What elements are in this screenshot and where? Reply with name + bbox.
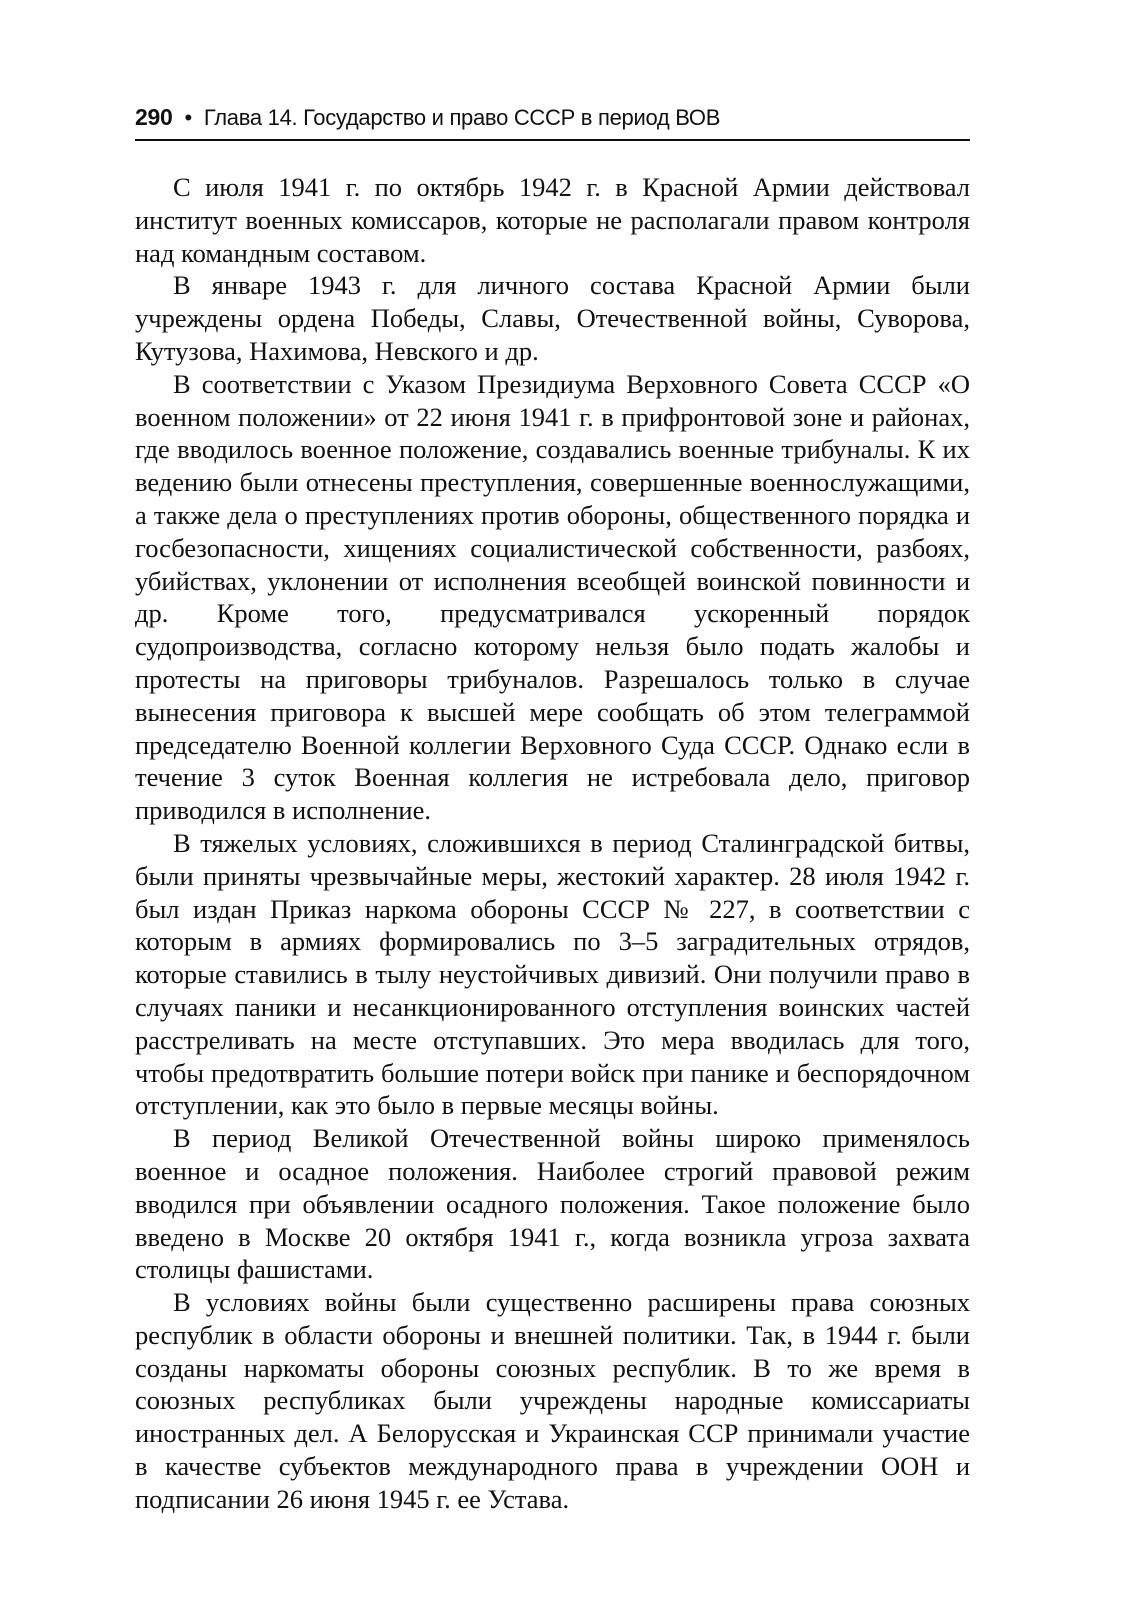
paragraph-4: В тяжелых условиях, сложившихся в период Сталинградской битвы, были приняты чрезвычайные меры, жестокий характер. 28 июля 1942 г. был издан Приказ наркома обороны СССР № 227, в соответствии с которым в армиях формировались по 3–5 заградительных отрядов, которые ставились в тылу неустойчивых дивизий. Они получили право в случаях паники и несанкционированного отступления воинских частей расстреливать на месте отступавших. Это мера вводилась для того, чтобы предотвратить большие потери войск при панике и беспорядочном отступлении, как это было в первые месяцы войны.: [135, 827, 970, 1121]
header-separator: •: [184, 105, 192, 130]
running-header: [135, 100, 970, 141]
chapter-title: Глава 14. Государство и право СССР в период ВОВ: [203, 105, 721, 130]
book-page: [135, 100, 970, 1516]
paragraph-3: В соответствии с Указом Президиума Верховного Совета СССР «О военном положении» от 22 июня 1941 г. в прифронтовой зоне и районах, где вводилось военное положение, создавались военные трибуналы. К их ведению были отнесены преступления, совершенные военнослужащими, а также дела о преступлениях против обороны, общественного порядка и госбезопасности, хищениях социалистической собственности, разбоях, убийствах, уклонении от исполнения всеобщей воинской повинности и др. Кроме того, предусматривался ускоренный порядок судопроизводства, согласно которому нельзя было подать жалобы и протесты на приговоры трибуналов. Разрешалось только в случае вынесения приговора к высшей мере сообщать об этом телеграммой председателю Военной коллегии Верховного Суда СССР. Однако если в течение 3 суток Военная коллегия не истребовала дело, приговор приводился в исполнение.: [135, 368, 970, 826]
paragraph-1: С июля 1941 г. по октябрь 1942 г. в Красной Армии действовал институт военных комиссаров, которые не располагали правом контроля над командным составом.: [135, 172, 970, 268]
paragraph-2: В январе 1943 г. для личного состава Красной Армии были учреждены ордена Победы, Славы, Отечественной войны, Суворова, Кутузова, Нахимова, Невского и др.: [135, 270, 970, 366]
paragraph-5: В период Великой Отечественной войны широко применялось военное и осадное положения. Наиболее строгий правовой режим вводился при объявлении осадного положения. Такое положение было введено в Москве 20 октября 1941 г., когда возникла угроза захвата столицы фашистами.: [135, 1123, 970, 1285]
body-text: [135, 171, 970, 1516]
page-number: 290: [135, 104, 173, 130]
paragraph-6: В условиях войны были существенно расширены права союзных республик в области обороны и внешней политики. Так, в 1944 г. были созданы наркоматы обороны союзных республик. В то же время в союзных республиках были учреждены народные комиссариаты иностранных дел. А Белорусская и Украинская ССР принимали участие в качестве субъектов международного права в учреждении ООН и подписании 26 июня 1945 г. ее Устава.: [135, 1287, 970, 1514]
